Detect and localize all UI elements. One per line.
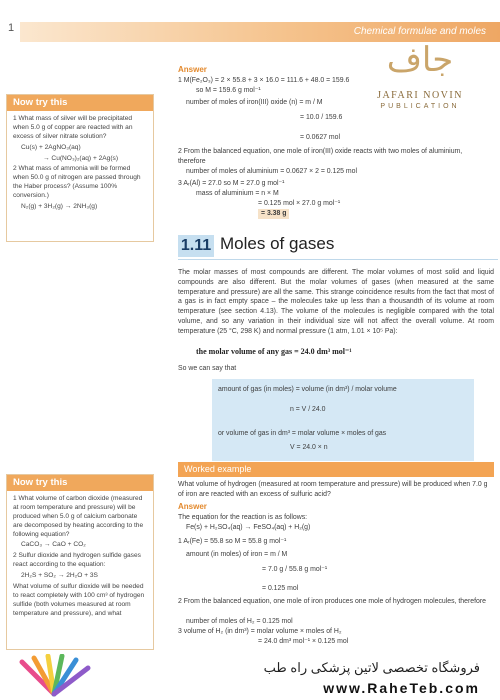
- logo-mark: جاف: [386, 40, 454, 80]
- sidebar-equation: 2H₂S + SO₂ → 2H₂O + 3S: [21, 572, 98, 580]
- sidebar-equation: N₂(g) + 3H₂(g) → 2NH₃(g): [21, 203, 98, 211]
- answer-heading: Answer: [178, 502, 207, 511]
- worked-line: amount (in moles) of iron = m / M: [186, 551, 288, 558]
- sidebar-heading: Now try this: [7, 475, 153, 491]
- sidebar-question: 1 What mass of silver will be precipitated when 5.0 g of copper are reacted with an excess of silver nitrate solution?: [13, 115, 133, 140]
- section-rule: [178, 259, 498, 260]
- logo-publication: PUBLICATION: [380, 103, 460, 110]
- site-footer: [0, 652, 500, 700]
- sidebar-heading: Now try this: [7, 95, 153, 111]
- sidebar-question: 1 What volume of carbon dioxide (measured at room temperature and pressure) will be produced when 5.0 g of calcium carbonate are decomposed by heating according to the following equation?: [13, 495, 144, 538]
- answer-result: = 3.38 g: [258, 209, 289, 219]
- worked-line: number of moles of H₂ = 0.125 mol: [186, 618, 293, 625]
- answer-line: mass of aluminium = n × M: [196, 190, 279, 197]
- sidebar-equation: Cu(s) + 2AgNO₃(aq): [21, 143, 81, 151]
- page-header: [0, 0, 500, 44]
- worked-line: = 0.125 mol: [262, 585, 299, 592]
- formula-line: n = V / 24.0: [290, 406, 326, 413]
- footer-persian-text: فروشگاه تخصصی لاتین پزشکی راه طب: [263, 660, 480, 675]
- answer-line: number of moles of iron(III) oxide (n) = m / M: [186, 99, 323, 106]
- formula-box: [212, 379, 474, 461]
- book-fan-icon: [14, 654, 94, 698]
- now-try-this-box-1: [6, 94, 154, 242]
- answer-line: = 0.125 mol × 27.0 g mol⁻¹: [258, 200, 341, 207]
- answer-line: = 0.0627 mol: [300, 134, 341, 141]
- footer-url[interactable]: www.RaheTeb.com: [323, 680, 480, 696]
- answer-line: 2 From the balanced equation, one mole of iron(III) oxide reacts with two moles of aluminium, therefore: [178, 148, 463, 165]
- formula-line: or volume of gas in dm³ = molar volume × moles of gas: [218, 430, 387, 437]
- sidebar-equation: CaCO₃ → CaO + CO₂: [21, 541, 86, 549]
- answer-block-1: [178, 64, 358, 75]
- now-try-this-box-2: [6, 474, 154, 650]
- answer-line: so M = 159.6 g mol⁻¹: [196, 87, 261, 94]
- worked-line: The equation for the reaction is as follows:: [178, 514, 308, 521]
- answer-line: number of moles of aluminium = 0.0627 × 2 = 0.125 mol: [186, 168, 358, 175]
- running-title: Chemical formulae and moles: [353, 26, 486, 37]
- worked-line: = 7.0 g / 55.8 g mol⁻¹: [262, 566, 328, 573]
- answer-line: = 10.0 / 159.6: [300, 114, 343, 121]
- section-number: 1.11: [178, 235, 214, 257]
- formula-line: V = 24.0 × n: [290, 444, 328, 451]
- answer-line: 1 M(Fe₂O₃) = 2 × 55.8 + 3 × 16.0 = 111.6 + 48.0 = 159.6: [178, 77, 350, 84]
- answer-line: 3 Aᵣ(Al) = 27.0 so M = 27.0 g mol⁻¹: [178, 180, 285, 187]
- worked-line: 1 Aᵣ(Fe) = 55.8 so M = 55.8 g mol⁻¹: [178, 538, 287, 545]
- sidebar-question: 2 Sulfur dioxide and hydrogen sulfide gases react according to the equation:: [13, 552, 141, 569]
- sidebar-question: What volume of sulfur dioxide will be needed to react completely with 100 cm³ of hydrogen sulfide (both volumes measured at room temperature and pressure), and what: [13, 583, 145, 617]
- worked-line: 2 From the balanced equation, one mole of iron produces one mole of hydrogen molecules, therefore: [178, 598, 486, 605]
- worked-example-heading: Worked example: [178, 462, 494, 477]
- formula-line: amount of gas (in moles) = volume (in dm³) / molar volume: [218, 386, 397, 393]
- answer-heading: Answer: [178, 65, 207, 74]
- logo-name: JAFARI NOVIN: [377, 90, 463, 101]
- sidebar-question: 2 What mass of ammonia will be formed when 50.0 g of nitrogen are passed through the Haber process? (Assume 100% conversion.): [13, 165, 141, 200]
- worked-question: What volume of hydrogen (measured at room temperature and pressure) will be produced when 7.0 g of iron are reacted with an excess of sulfuric acid?: [178, 481, 488, 498]
- key-statement: the molar volume of any gas = 24.0 dm³ mol⁻¹: [196, 347, 352, 356]
- page-number: 1: [8, 22, 15, 34]
- section-title: Moles of gases: [220, 234, 335, 253]
- worked-line: Fe(s) + H₂SO₄(aq) → FeSO₄(aq) + H₂(g): [186, 524, 311, 531]
- worked-line: 3 volume of H₂ (in dm³) = molar volume × moles of H₂: [178, 628, 342, 635]
- so-line: So we can say that: [178, 365, 237, 372]
- section-heading: [178, 233, 498, 259]
- sidebar-equation: → Cu(NO₃)₂(aq) + 2Ag(s): [43, 154, 119, 162]
- section-paragraph: The molar masses of most compounds are different. The molar volumes of most solid and liquid compounds are also different. But the molar volumes of gases (when measured at the same temperature and pressure) are all the same. This strange coincidence results from the fact that most of a gas is in fact empty space – the molecules take up less than a thousandth of its volume at room temperature (see section 4.13). The volume of the molecules is negligible compared with the total volume, and so any variation in their individual size will not affect the overall volume. At room temperature (25 °C, 298 K) and normal pressure (1 atm, 1.01 × 10⁵ Pa):: [178, 269, 494, 335]
- worked-line: = 24.0 dm³ mol⁻¹ × 0.125 mol: [258, 638, 349, 645]
